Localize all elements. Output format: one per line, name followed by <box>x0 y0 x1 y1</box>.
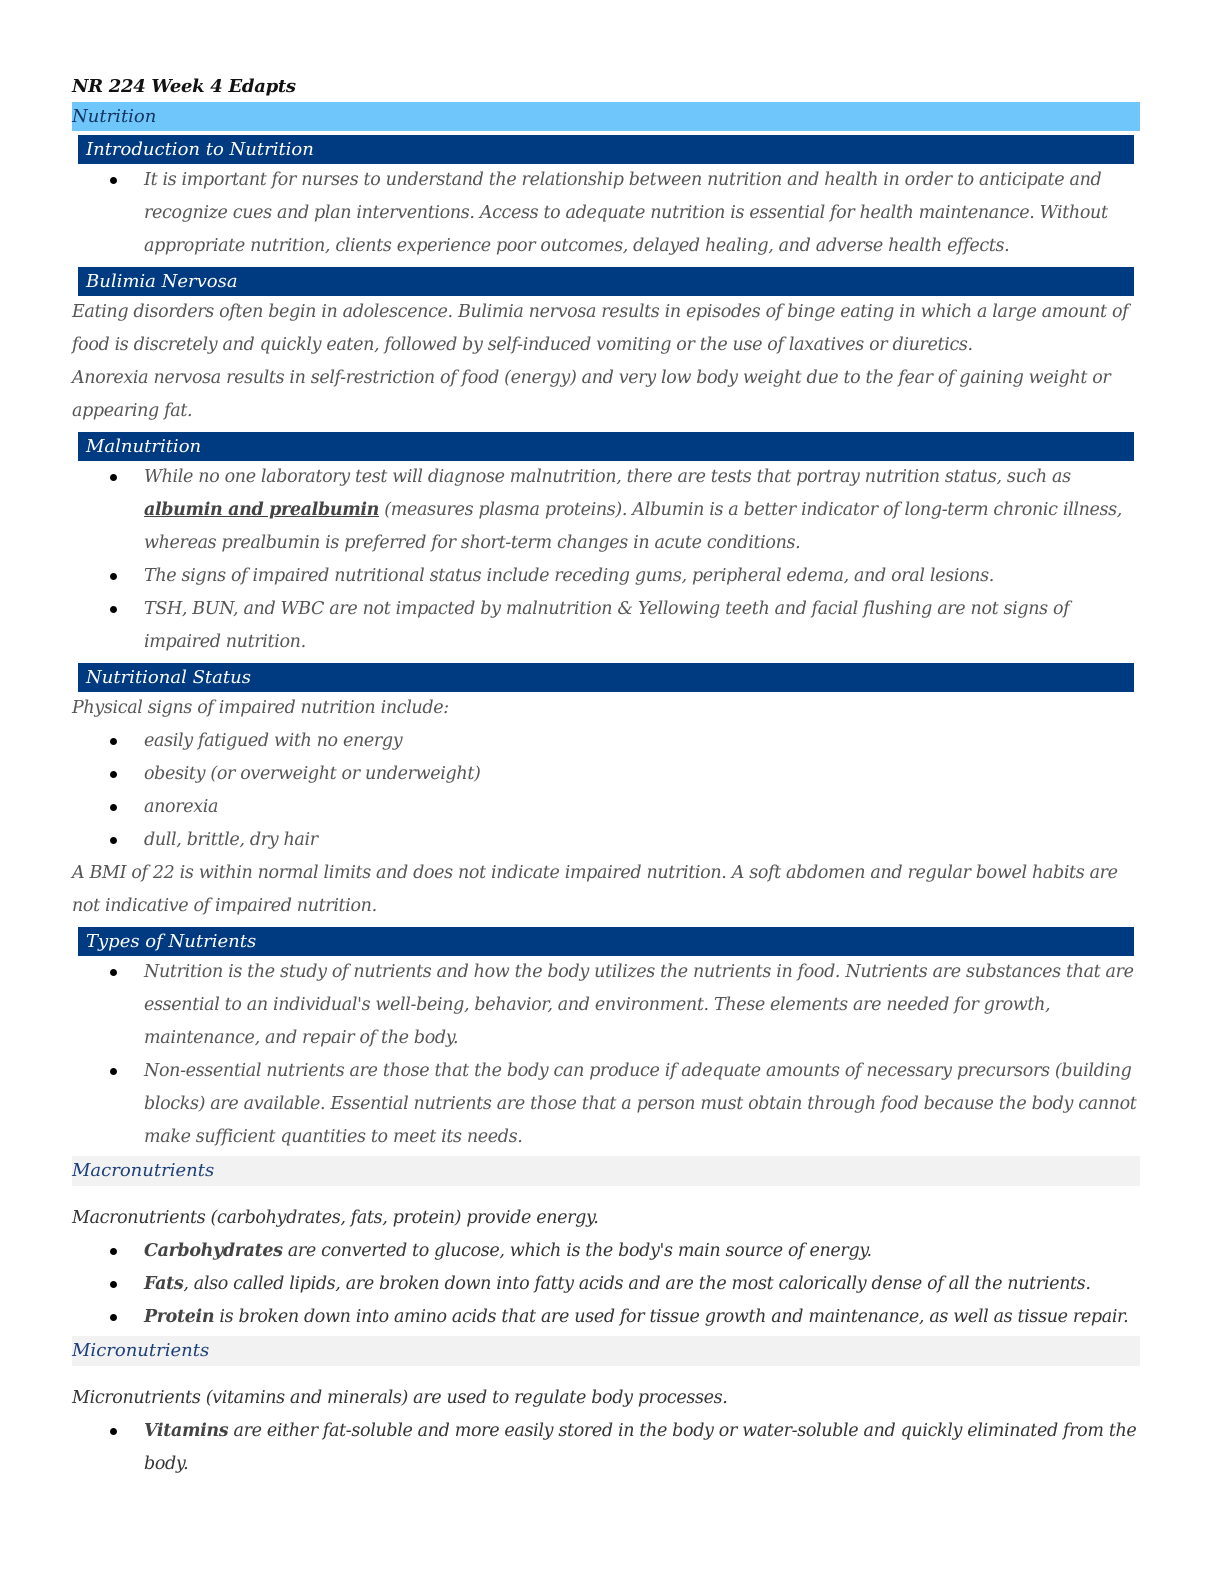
heading-malnutrition: Malnutrition <box>78 432 1134 461</box>
heading-bulimia: Bulimia Nervosa <box>78 267 1134 296</box>
paragraph: Anorexia nervosa results in self-restriction of food (energy) and very low body weight due to the fear of gaining weight or appearing fat. <box>72 368 1111 421</box>
text: , also called lipids, are broken down into fatty acids and are the most calorically dense of all the nutrients. <box>183 1274 1091 1294</box>
document-page <box>72 70 1140 1481</box>
term: Protein <box>144 1307 215 1327</box>
emphasis-albumin: albumin and prealbumin <box>144 500 380 520</box>
intro-list <box>72 164 1140 263</box>
list-item: Nutrition is the study of nutrients and how the body utilizes the nutrients in food. Nutrients are substances that are essential to an individual's well-being, behavior, and environment. These elements are needed for growth, maintenance, and repair of the body. <box>144 956 1140 1055</box>
text: is broken down into amino acids that are used for tissue growth and maintenance, as well as tissue repair. <box>214 1307 1129 1327</box>
list-item <box>144 461 1140 560</box>
list-item: The signs of impaired nutritional status include receding gums, peripheral edema, and oral lesions. <box>144 560 1140 593</box>
paragraph: Micronutrients (vitamins and minerals) are used to regulate body processes. <box>72 1388 728 1408</box>
list-item <box>144 1301 1140 1334</box>
types-list <box>72 956 1140 1154</box>
text: While no one laboratory test will diagnose malnutrition, there are tests that portray nutrition status, such as <box>144 467 1071 487</box>
list-item: obesity (or overweight or underweight) <box>144 758 1140 791</box>
heading-types-of-nutrients: Types of Nutrients <box>78 927 1134 956</box>
list-item: dull, brittle, dry hair <box>144 824 1140 857</box>
list-item: Non-essential nutrients are those that the body can produce if adequate amounts of necessary precursors (building blocks) are available. Essential nutrients are those that a person must obtain through food because the body cannot make sufficient quantities to meet its needs. <box>144 1055 1140 1154</box>
paragraph: A BMI of 22 is within normal limits and does not indicate impaired nutrition. A soft abdomen and regular bowel habits are not indicative of impaired nutrition. <box>72 863 1118 916</box>
macro-list <box>72 1235 1140 1334</box>
list-item <box>144 1415 1140 1481</box>
list-item <box>144 1235 1140 1268</box>
text: are either fat-soluble and more easily stored in the body or water-soluble and quickly eliminated from the body. <box>144 1421 1137 1474</box>
list-item: anorexia <box>144 791 1140 824</box>
malnutrition-list <box>72 461 1140 659</box>
list-item: TSH, BUN, and WBC are not impacted by malnutrition & Yellowing teeth and facial flushing are not signs of impaired nutrition. <box>144 593 1140 659</box>
document-title: NR 224 Week 4 Edapts <box>72 76 296 97</box>
section-heading-nutrition: Nutrition <box>72 102 1140 131</box>
list-item <box>144 1268 1140 1301</box>
text: are converted to glucose, which is the body's main source of energy. <box>282 1241 872 1261</box>
heading-macronutrients: Macronutrients <box>72 1156 1140 1186</box>
heading-introduction: Introduction to Nutrition <box>78 135 1134 164</box>
heading-micronutrients: Micronutrients <box>72 1336 1140 1366</box>
paragraph: Physical signs of impaired nutrition include: <box>72 698 449 718</box>
list-item: It is important for nurses to understand the relationship between nutrition and health in order to anticipate and recognize cues and plan interventions. Access to adequate nutrition is essential for health maintenance. Without appropriate nutrition, clients experience poor outcomes, delayed healing, and adverse health effects. <box>144 164 1140 263</box>
micro-list <box>72 1415 1140 1481</box>
paragraph: Eating disorders often begin in adolescence. Bulimia nervosa results in episodes of binge eating in which a large amount of food is discretely and quickly eaten, followed by self-induced vomiting or the use of laxatives or diuretics. <box>72 302 1129 355</box>
paragraph: Macronutrients (carbohydrates, fats, protein) provide energy. <box>72 1208 599 1228</box>
term: Vitamins <box>144 1421 229 1441</box>
term: Fats <box>144 1274 184 1294</box>
term: Carbohydrates <box>144 1241 283 1261</box>
text: (measures plasma proteins). Albumin is a better indicator of long-term chronic illness, whereas prealbumin is preferred for short-term changes in acute conditions. <box>144 500 1122 553</box>
heading-nutritional-status: Nutritional Status <box>78 663 1134 692</box>
list-item: easily fatigued with no energy <box>144 725 1140 758</box>
status-list <box>72 725 1140 857</box>
